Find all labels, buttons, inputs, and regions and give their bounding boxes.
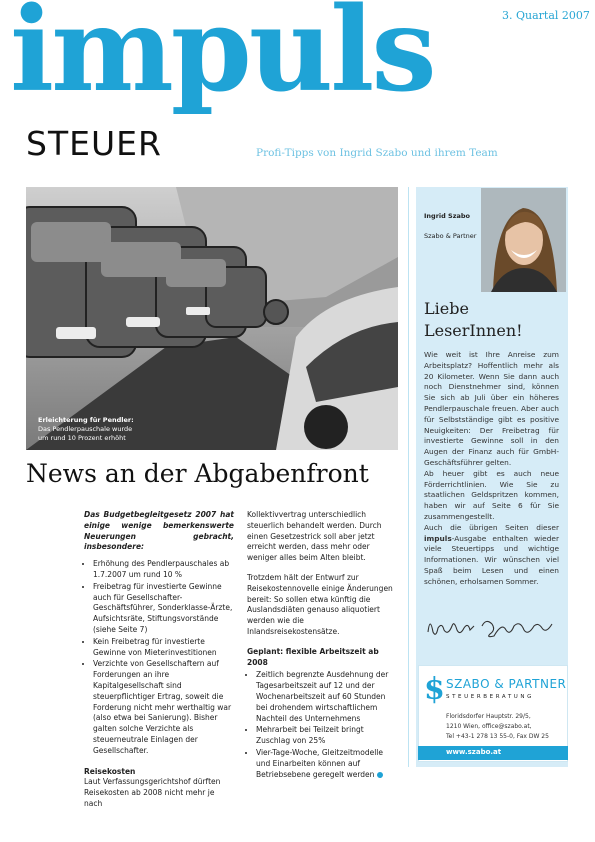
list-item: • Kein Freibetrag für investierte Gewinne von Mieterinvestitionen (93, 637, 234, 659)
company-url-link[interactable]: www.szabo.at (446, 748, 502, 756)
masthead-title: impuls (10, 0, 434, 118)
list-item (256, 748, 397, 780)
list-item: • Verzichte von Gesellschaftern auf Forderungen an ihre Kapitalgesellschaft sind steuerpflichtiger Ertrag, soweit die Forderung nicht mehr werthaltig war (also etwa bei Sanierung). Bisher galten solche Verzichte als steuerneutrale Einlagen der Gesellschafter. (93, 659, 234, 756)
section-heading-reisekosten: Reisekosten (84, 766, 136, 776)
address-line: Floridsdorfer Hauptstr. 29/5, (446, 713, 531, 720)
list-item: • Erhöhung des Pendlerpauschales ab 1.7.2007 um rund 10 % (93, 559, 234, 581)
issue-quarter: 3. Quartal 2007 (502, 9, 590, 22)
editorial-title-line: LeserInnen! (424, 321, 523, 340)
tagline: Profi-Tipps von Ingrid Szabo und ihrem Team (256, 147, 498, 159)
author-name: Ingrid Szabo (424, 212, 471, 220)
traffic-photo (26, 187, 398, 450)
editorial-text: Auch die übrigen Seiten dieser (424, 522, 559, 532)
article-lead: Das Budgetbegleitgesetz 2007 hat einige wenige bemerkenswerte Neuerungen gebracht, insbesondere: (84, 510, 234, 552)
article-headline: News an der Abgabenfront (26, 459, 369, 488)
end-dot-icon (377, 772, 383, 778)
caption-title: Erleichterung für Pendler: (38, 416, 134, 424)
article-column-1 (84, 510, 234, 810)
editorial-title-line: Liebe (424, 299, 469, 318)
company-address (446, 712, 549, 742)
editorial-brand: impuls (424, 533, 452, 543)
list-item: • Zeitlich begrenzte Ausdehnung der Tagesarbeitszeit auf 12 und der Wochenarbeitszeit auf 60 Stunden bei drohendem wirtschaftlichem Nachteil des Unternehmens (256, 670, 397, 724)
masthead-subtitle: STEUER (26, 124, 162, 163)
section-heading-arbeitszeit: Geplant: flexible Arbeitszeit ab 2008 (247, 646, 379, 667)
dollar-logo-icon: $ (424, 672, 445, 707)
editorial-paragraph (424, 523, 559, 588)
company-name: SZABO & PARTNER (446, 677, 567, 691)
article-column-2 (247, 510, 397, 781)
handwritten-signature (424, 612, 559, 642)
article-bullet-list (84, 559, 234, 756)
caption-line: Das Pendlerpauschale wurde (38, 425, 133, 433)
photo-caption (38, 416, 134, 443)
list-item-text: Vier-Tage-Woche, Gleitzeitmodelle und Einarbeiten können auf Betriebsebene geregelt werden (256, 747, 383, 779)
list-item: • Freibetrag für investierte Gewinne auch für Gesellschafter-Geschäftsführer, Sonderklasse-Ärzte, Aufsichtsräte, Stiftungsvorstände (siehe Seite 7) (93, 582, 234, 636)
author-portrait (481, 188, 566, 292)
editorial-title (424, 298, 523, 342)
paragraph: Kollektivvertrag unterschiedlich steuerlich behandelt werden. Durch einen Gesetzestrick soll aber jetzt erreicht werden, dass mehr oder weniger alles beim Alten bleibt. (247, 510, 382, 563)
paragraph: Trotzdem hält der Entwurf zur Reisekostennovelle einige Änderungen bereit: So sollen etwa künftig die Auslandsdiäten genauso aliquotiert werden wie die Inlandsreisekostensätze. (247, 572, 393, 636)
editorial-body (424, 350, 559, 588)
editorial-paragraph: Ab heuer gibt es auch neue Förderrichtlinien. Wie Sie zu staatlichen Geldspritzen kommen, haben wir auf Seite 6 für Sie zusammengestellt. (424, 468, 559, 521)
author-company: Szabo & Partner (424, 232, 477, 240)
address-line: 1210 Wien, office@szabo.at, (446, 723, 532, 730)
caption-line: um rund 10 Prozent erhöht (38, 434, 126, 442)
editorial-paragraph: Wie weit ist Ihre Anreise zum Arbeitsplatz? Hoffentlich mehr als 20 Kilometer. Wenn Sie dann auch noch Dienstnehmer sind, können Sie sich ab Juli über ein höheres Pendlerpauschale freuen. Aber auch für Selbstständige gibt es positive Neuigkeiten: Der Freibetrag für investierte Gewinne soll in den Augen der Finanz auch für GmbH-Geschäftsführer gelten. (424, 350, 559, 467)
address-line: Tel +43-1 278 13 55-0, Fax DW 25 (446, 733, 549, 740)
column-divider (408, 187, 409, 767)
editorial-text: -Ausgabe enthalten wieder viele Steuertipps und wichtige Informationen. Wir wünschen viel Spaß beim Lesen und einen schönen, erholsamen Sommer. (424, 533, 559, 586)
list-item: • Mehrarbeit bei Teilzeit bringt Zuschlag von 25% (256, 725, 397, 747)
section-text: Laut Verfassungsgerichtshof dürften Reisekosten ab 2008 nicht mehr je nach (84, 777, 221, 808)
company-subtitle: STEUERBERATUNG (446, 694, 534, 700)
section-bullet-list (247, 670, 397, 780)
